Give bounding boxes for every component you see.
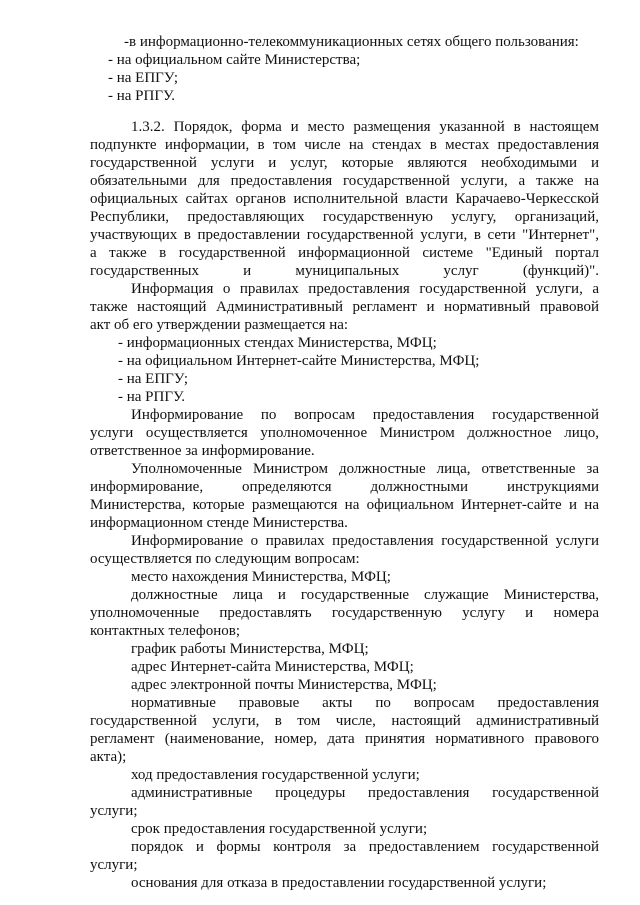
text-line: адрес Интернет-сайта Министерства, МФЦ;: [131, 659, 414, 675]
text-line: - на ЕПГУ;: [108, 70, 179, 86]
text-line: Информация о правилах предоставления государственной услуги, а: [131, 281, 599, 297]
text-line: услуги;: [90, 803, 138, 819]
text-line: также настоящий Административный регламент и нормативный правовой: [90, 299, 599, 315]
text-line: услуги;: [90, 857, 138, 873]
text-line: акта);: [90, 749, 127, 765]
text-line: официальных сайтах органов исполнительной власти Карачаево-Черкесской: [90, 191, 599, 207]
text-line: ответственное за информирование.: [90, 443, 315, 459]
text-line: Уполномоченные Министром должностные лица, ответственные за: [131, 461, 599, 477]
text-line: - на РПГУ.: [108, 88, 175, 104]
text-line: - информационных стендах Министерства, МФЦ;: [118, 335, 437, 351]
text-line: государственных и муниципальных услуг (функций)".: [90, 263, 599, 279]
text-line: должностные лица и государственные служащие Министерства,: [131, 587, 599, 603]
text-line: - на ЕПГУ;: [118, 371, 189, 387]
text-line: Министерства, которые размещаются на официальном Интернет-сайте и на: [90, 497, 599, 513]
text-line: обязательными для предоставления государственной услуги, а также на: [90, 173, 599, 189]
text-line: административные процедуры предоставления государственной: [131, 785, 599, 801]
text-line: порядок и формы контроля за предоставлением государственной: [131, 839, 599, 855]
text-line: срок предоставления государственной услуги;: [131, 821, 428, 837]
text-line: нормативные правовые акты по вопросам предоставления: [131, 695, 599, 711]
text-line: регламент (наименование, номер, дата принятия нормативного правового: [90, 731, 599, 747]
text-line: - на РПГУ.: [118, 389, 185, 405]
text-line: график работы Министерства, МФЦ;: [131, 641, 369, 657]
text-line: информационном стенде Министерства.: [90, 515, 348, 531]
text-line: Республики, предоставляющих государственную услугу, организаций,: [90, 209, 599, 225]
text-line: -в информационно-телекоммуникационных сетях общего пользования:: [124, 34, 579, 50]
text-line: - на официальном сайте Министерства;: [108, 52, 361, 68]
text-line: государственной услуги, в том числе, настоящий административный: [90, 713, 599, 729]
text-line: осуществляется по следующим вопросам:: [90, 551, 360, 567]
text-line: информирование, определяются должностными инструкциями: [90, 479, 599, 495]
text-line: акт об его утверждении размещается на:: [90, 317, 349, 333]
text-line: государственной услуги и услуг, которые являются необходимыми и: [90, 155, 599, 171]
text-line: Информирование по вопросам предоставления государственной: [131, 407, 599, 423]
text-line: место нахождения Министерства, МФЦ;: [131, 569, 391, 585]
text-line: подпункте информации, в том числе на стендах в местах предоставления: [90, 137, 599, 153]
text-line: услуги осуществляется уполномоченное Министром должностное лицо,: [90, 425, 599, 441]
text-line: уполномоченные предоставлять государственную услугу и номера: [90, 605, 599, 621]
text-line: основания для отказа в предоставлении государственной услуги;: [131, 875, 547, 891]
text-line: Информирование о правилах предоставления государственной услуги: [131, 533, 599, 549]
text-line: участвующих в предоставлении государственной услуги, в сети "Интернет",: [90, 227, 599, 243]
text-line: 1.3.2. Порядок, форма и место размещения указанной в настоящем: [131, 119, 599, 135]
text-line: ход предоставления государственной услуги;: [131, 767, 420, 783]
text-line: а также в государственной информационной системе "Единый портал: [90, 245, 599, 261]
text-line: контактных телефонов;: [90, 623, 240, 639]
text-line: адрес электронной почты Министерства, МФЦ;: [131, 677, 437, 693]
text-line: - на официальном Интернет-сайте Министерства, МФЦ;: [118, 353, 480, 369]
